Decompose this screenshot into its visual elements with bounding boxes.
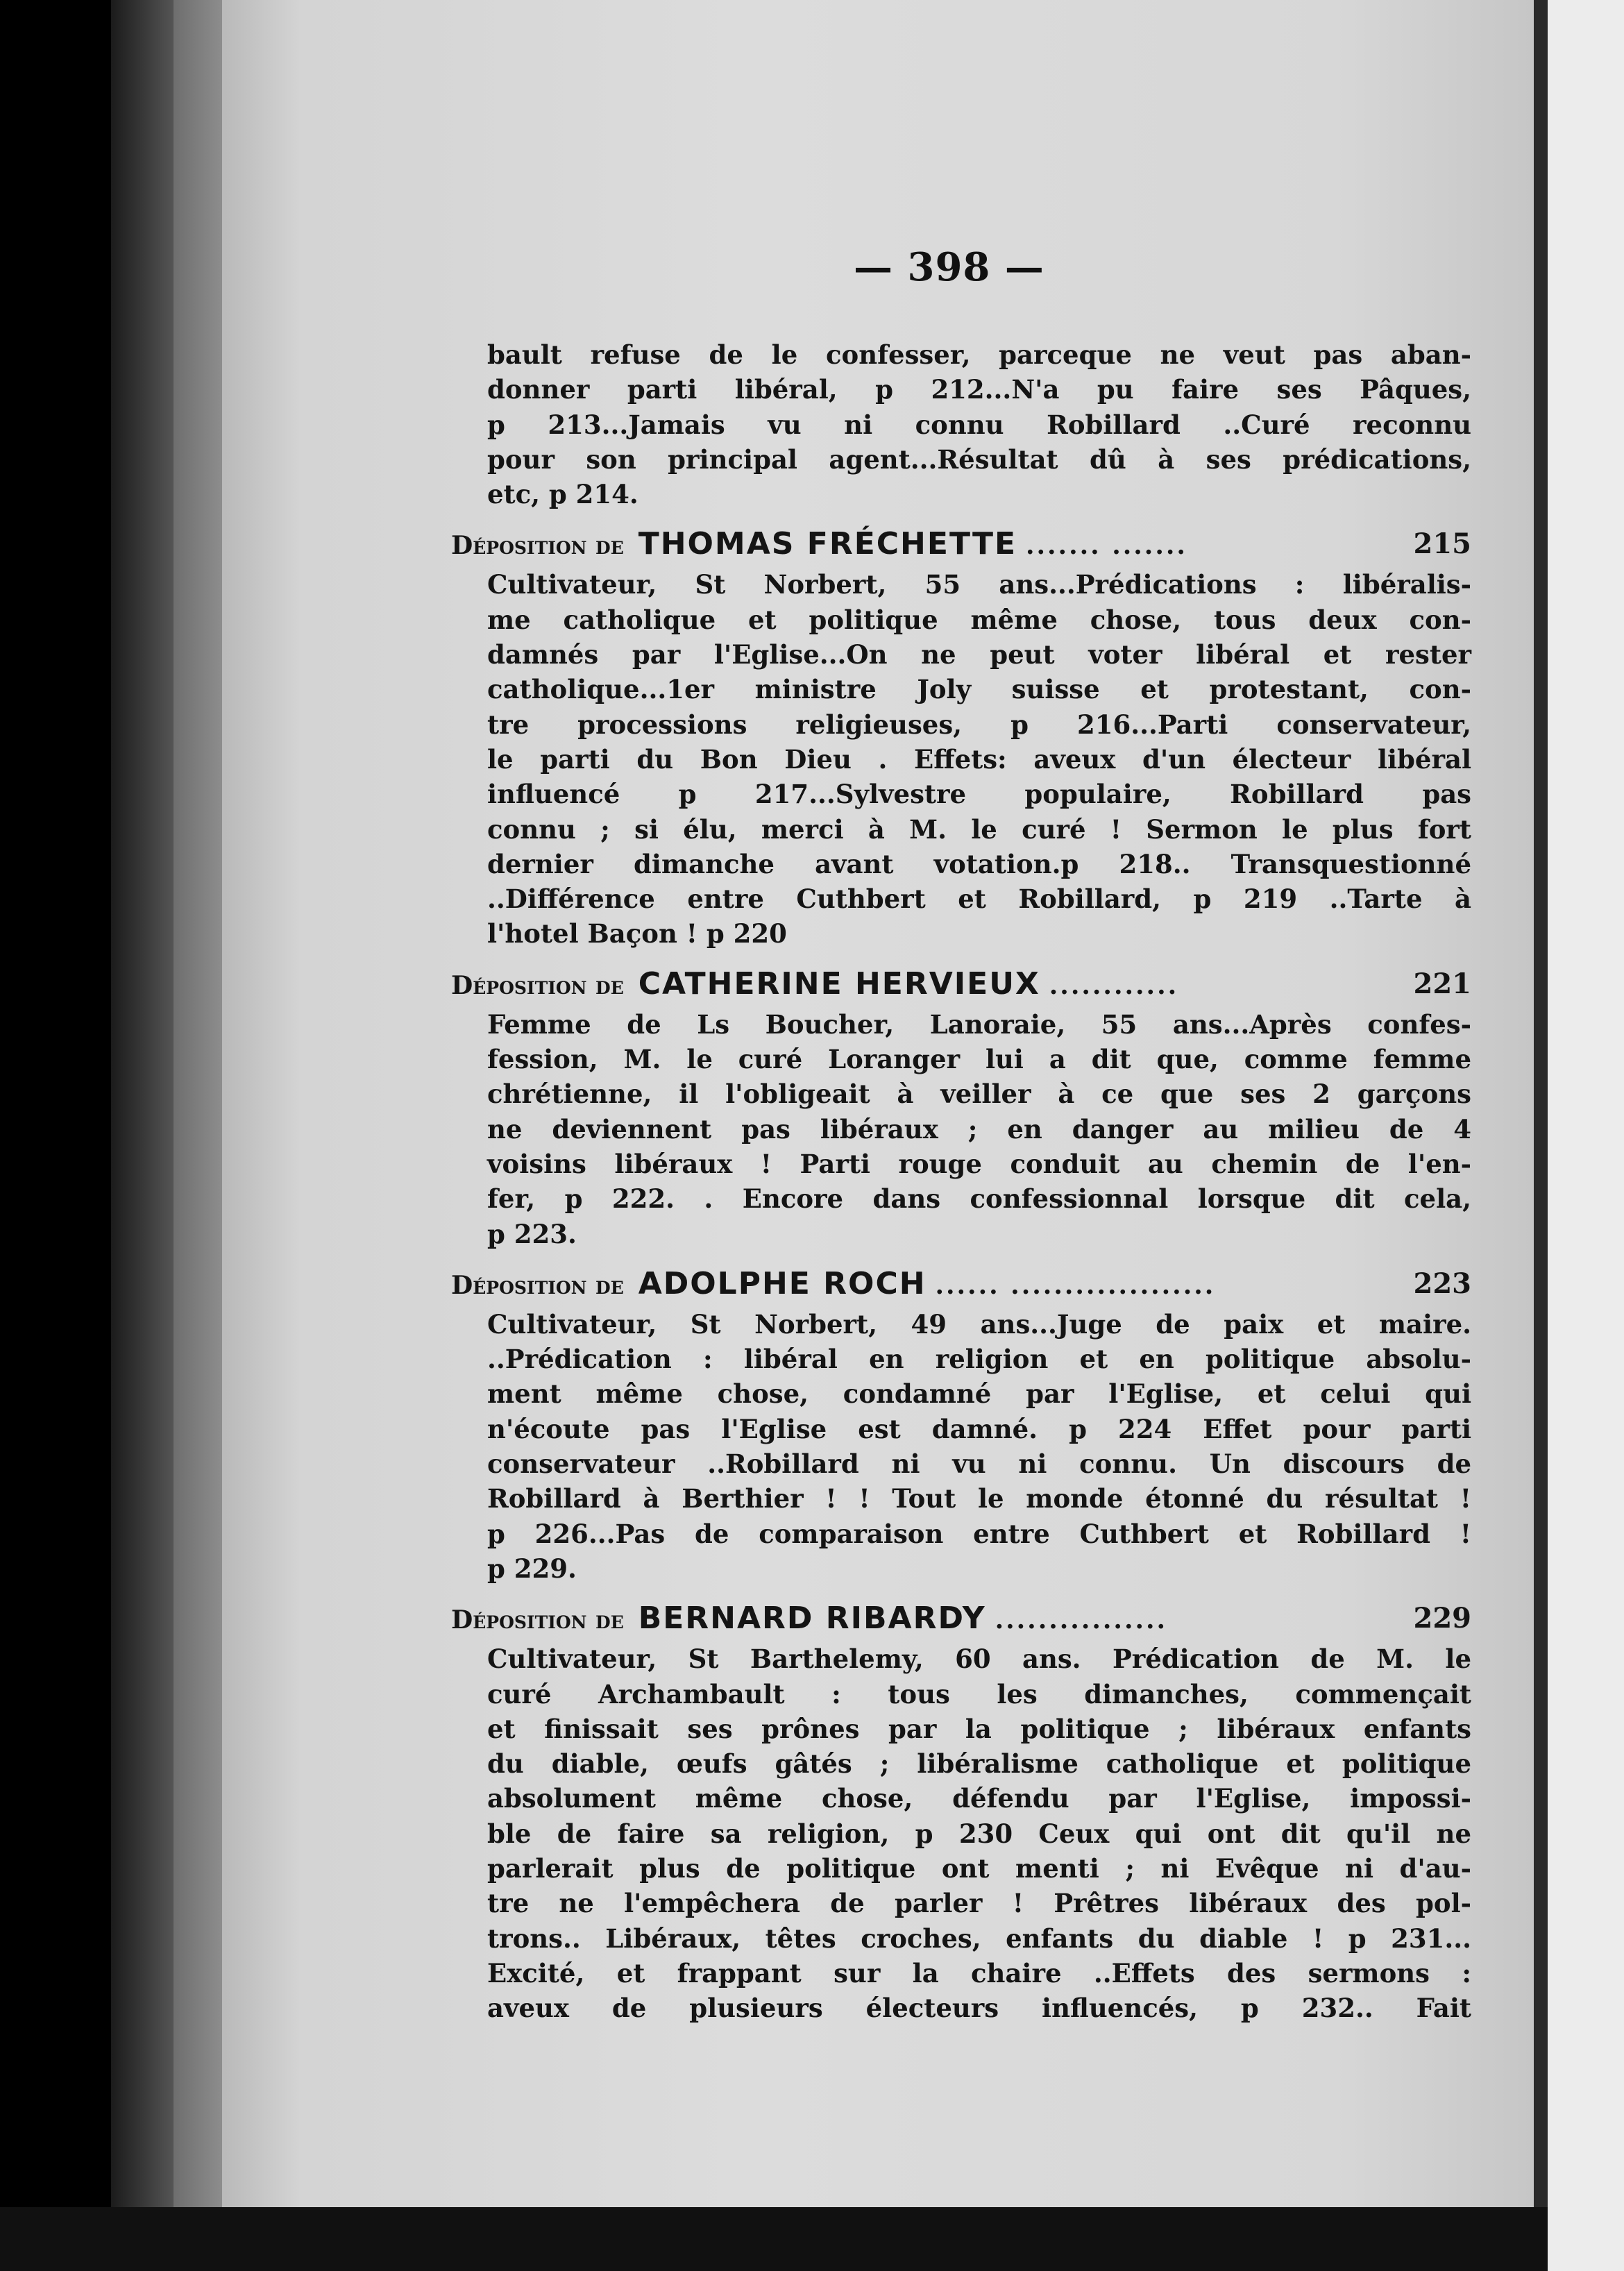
text-line: connu ; si élu, merci à M. le curé ! Sermon le plus fort — [487, 813, 1471, 845]
text-line: p 226...Pas de comparaison entre Cuthbert et Robillard ! — [487, 1518, 1471, 1549]
entry-page-number: 229 — [1413, 1602, 1471, 1635]
page-edge — [1534, 0, 1548, 2207]
index-text — [451, 337, 1471, 2025]
text-line: pour son principal agent...Résultat dû à ses prédications, — [487, 444, 1471, 475]
entry-heading — [451, 527, 1471, 567]
entry-page-number: 223 — [1413, 1267, 1471, 1300]
witness-name: ADOLPHE ROCH — [638, 1265, 927, 1301]
entry-page-number: 221 — [1413, 967, 1471, 1000]
entry-lead: Déposition de — [451, 1270, 624, 1300]
text-line: donner parti libéral, p 212...N'a pu faire ses Pâques, — [487, 374, 1471, 405]
book-spine-shadow — [111, 0, 174, 2207]
entry-heading — [451, 1267, 1471, 1307]
text-line: absolument même chose, défendu par l'Eglise, impossi- — [487, 1783, 1471, 1814]
text-line: voisins libéraux ! Parti rouge conduit au chemin de l'en- — [487, 1148, 1471, 1179]
text-line: ment même chose, condamné par l'Eglise, et celui qui — [487, 1378, 1471, 1410]
text-line: ..Prédication : libéral en religion et en politique absolu- — [487, 1344, 1471, 1375]
deposition-entry — [451, 967, 1471, 1251]
text-line: Cultivateur, St Norbert, 55 ans...Prédications : libéralis- — [487, 569, 1471, 600]
entry-body — [451, 1641, 1471, 2025]
text-line: p 213...Jamais vu ni connu Robillard ..Curé reconnu — [487, 409, 1471, 440]
text-line: Femme de Ls Boucher, Lanoraie, 55 ans...Après confes- — [487, 1008, 1471, 1040]
text-line: bault refuse de le confesser, parceque ne veut pas aban- — [487, 339, 1471, 370]
text-line: le parti du Bon Dieu . Effets: aveux d'un électeur libéral — [487, 743, 1471, 775]
text-line: trons.. Libéraux, têtes croches, enfants du diable ! p 231... — [487, 1923, 1471, 1954]
leader-dots: ....... ....... — [1025, 531, 1187, 561]
deposition-entry — [451, 1601, 1471, 2025]
text-line: conservateur ..Robillard ni vu ni connu. Un discours de — [487, 1449, 1471, 1480]
text-line: damnés par l'Eglise...On ne peut voter libéral et rester — [487, 639, 1471, 670]
deposition-entry — [451, 1267, 1471, 1586]
page-number: — 398 — — [854, 244, 1044, 290]
entry-body — [451, 1007, 1471, 1251]
text-line: Robillard à Berthier ! ! Tout le monde étonné du résultat ! — [487, 1483, 1471, 1514]
text-line: influencé p 217...Sylvestre populaire, Robillard pas — [487, 779, 1471, 810]
text-line: ble de faire sa religion, p 230 Ceux qui ont dit qu'il ne — [487, 1818, 1471, 1849]
text-line: tre ne l'empêchera de parler ! Prêtres libéraux des pol- — [487, 1888, 1471, 1919]
entry-heading — [451, 967, 1471, 1007]
text-line: et finissait ses prônes par la politique ; libéraux enfants — [487, 1713, 1471, 1744]
text-line: me catholique et politique même chose, tous deux con- — [487, 604, 1471, 635]
text-line: Excité, et frappant sur la chaire ..Effets des sermons : — [487, 1957, 1471, 1989]
text-line: ne deviennent pas libéraux ; en danger au milieu de 4 — [487, 1113, 1471, 1145]
entry-page-number: 215 — [1413, 527, 1471, 561]
text-line: ..Différence entre Cuthbert et Robillard, p 219 ..Tarte à — [487, 884, 1471, 915]
text-line: Cultivateur, St Norbert, 49 ans...Juge de paix et maire. — [487, 1308, 1471, 1340]
text-line: fession, M. le curé Loranger lui a dit que, comme femme — [487, 1044, 1471, 1075]
scan-margin — [1548, 0, 1624, 2271]
text-line: parlerait plus de politique ont menti ; ni Evêque ni d'au- — [487, 1852, 1471, 1884]
book-gutter — [174, 0, 222, 2207]
entry-lead: Déposition de — [451, 531, 624, 561]
text-line: p 223. — [487, 1218, 577, 1249]
text-line: chrétienne, il l'obligeait à veiller à ce que ses 2 garçons — [487, 1079, 1471, 1110]
text-line: catholique...1er ministre Joly suisse et protestant, con- — [487, 674, 1471, 705]
entry-heading — [451, 1601, 1471, 1641]
text-line: du diable, œufs gâtés ; libéralisme catholique et politique — [487, 1748, 1471, 1780]
leader-dots: ............ — [1049, 970, 1179, 1000]
witness-name: BERNARD RIBARDY — [638, 1601, 986, 1637]
entry-body — [451, 1307, 1471, 1586]
text-line: dernier dimanche avant votation.p 218.. Transquestionné — [487, 848, 1471, 879]
entry-lead: Déposition de — [451, 970, 624, 1000]
scan-bottom-border — [0, 2207, 1548, 2271]
text-line: n'écoute pas l'Eglise est damné. p 224 Effet pour parti — [487, 1413, 1471, 1444]
text-line: l'hotel Baçon ! p 220 — [487, 918, 787, 949]
text-line: curé Archambault : tous les dimanches, commençait — [487, 1678, 1471, 1709]
text-line: fer, p 222. . Encore dans confessionnal lorsque dit cela, — [487, 1183, 1471, 1215]
deposition-entry — [451, 527, 1471, 951]
text-line: aveux de plusieurs électeurs influencés, p 232.. Fait — [487, 1993, 1471, 2024]
leader-dots: ...... ................... — [935, 1270, 1216, 1300]
witness-name: THOMAS FRÉCHETTE — [638, 526, 1017, 562]
leader-dots: ................ — [995, 1605, 1168, 1635]
text-line: p 229. — [487, 1553, 577, 1584]
entry-lead: Déposition de — [451, 1605, 624, 1635]
intro-paragraph — [451, 337, 1471, 512]
entry-body — [451, 567, 1471, 951]
witness-name: CATHERINE HERVIEUX — [638, 965, 1040, 1002]
text-line: Cultivateur, St Barthelemy, 60 ans. Prédication de M. le — [487, 1644, 1471, 1675]
text-line: etc, p 214. — [487, 479, 638, 510]
text-line: tre processions religieuses, p 216...Parti conservateur, — [487, 709, 1471, 740]
